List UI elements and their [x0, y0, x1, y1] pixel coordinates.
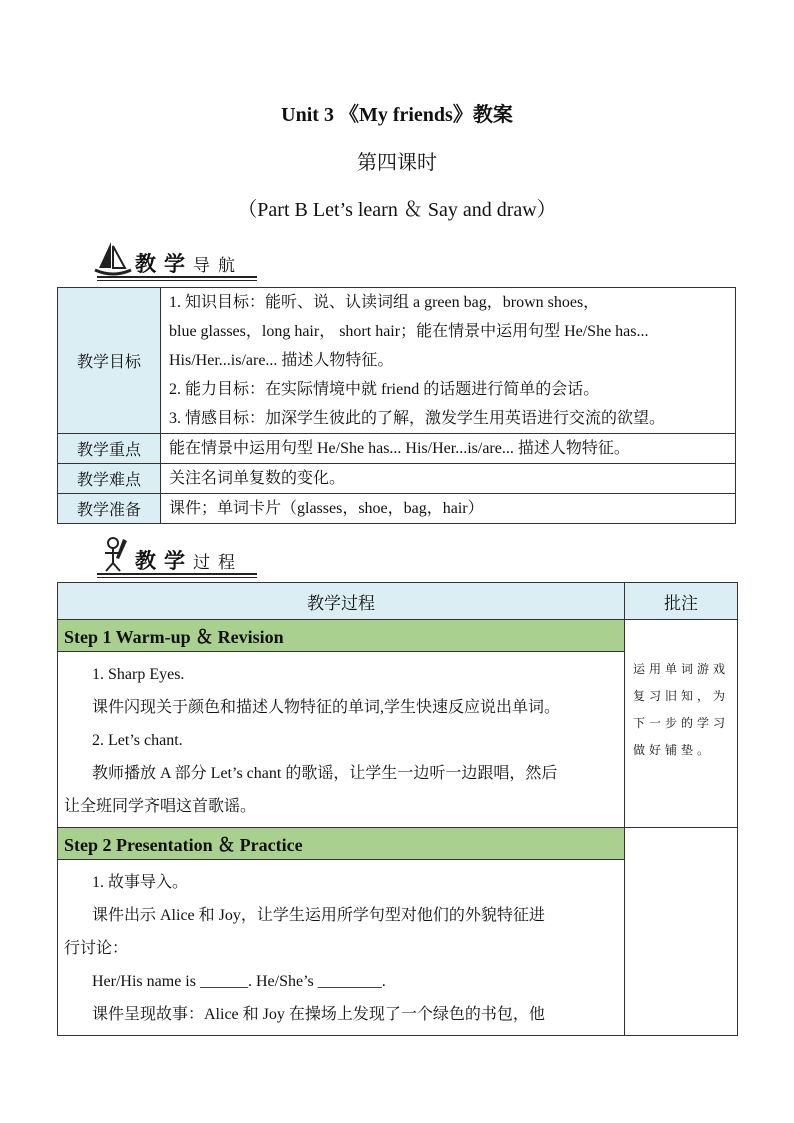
step1-line: 让全班同学齐唱这首歌谣。 [64, 798, 257, 815]
row-head-preparation: 教学准备 [58, 494, 161, 524]
preparation-content: 课件；单词卡片（glasses，shoe，bag，hair） [161, 494, 736, 524]
row-head-key-points: 教学重点 [58, 434, 161, 464]
goals-row-objectives [58, 288, 736, 434]
difficulties-content: 关注名词单复数的变化。 [161, 464, 736, 494]
banner-label-b: 导航 [193, 256, 243, 276]
banner-label [135, 545, 243, 575]
objective-line: 3. 情感目标：加深学生彼此的了解，激发学生用英语进行交流的欲望。 [169, 410, 666, 427]
banner-underline [97, 276, 257, 278]
step2-line: 行讨论： [64, 940, 129, 957]
document-title: Unit 3 《My friends》教案 [281, 104, 513, 126]
objective-line: His/Her...is/are... 描述人物特征。 [169, 352, 394, 369]
teaching-nav-banner [93, 238, 263, 282]
objective-line: 1. 知识目标：能听、说、认读词组 a green bag，brown shoes， [169, 294, 600, 311]
step1-title-row [58, 620, 738, 652]
step1-note: 运用单词游戏复习旧知，为下一步的学习做好铺垫。 [625, 620, 738, 828]
objective-line: blue glasses，long hair， short hair；能在情景中运用句型 He/She has... [169, 323, 649, 340]
banner-label-a: 教学 [135, 549, 193, 573]
step1-line: 2. Let’s chant. [92, 732, 183, 749]
step1-line: 课件闪现关于颜色和描述人物特征的单词,学生快速反应说出单词。 [92, 699, 561, 716]
step2-title: Step 2 Presentation ＆ Practice [58, 828, 625, 860]
step2-note [625, 828, 738, 1036]
col-header-notes: 批注 [625, 583, 738, 620]
sailboat-icon [93, 238, 133, 278]
row-head-objectives: 教学目标 [58, 288, 161, 434]
objective-line: 2. 能力目标：在实际情境中就 friend 的话题进行简单的会话。 [169, 381, 600, 398]
teaching-process-banner [93, 535, 263, 579]
step1-title: Step 1 Warm-up ＆ Revision [58, 620, 625, 652]
objectives-content [161, 288, 736, 434]
banner-label-b: 过程 [193, 553, 243, 573]
row-head-difficulties: 教学难点 [58, 464, 161, 494]
process-table [57, 582, 738, 1036]
banner-label [135, 248, 243, 278]
key-points-content: 能在情景中运用句型 He/She has... His/Her...is/are... 描述人物特征。 [161, 434, 736, 464]
step2-body [58, 860, 625, 1036]
goals-row-difficulties [58, 464, 736, 494]
step2-line: 1. 故事导入。 [92, 874, 189, 891]
step2-title-row [58, 828, 738, 860]
step2-line: 课件出示 Alice 和 Joy，让学生运用所学句型对他们的外貌特征进 [92, 907, 545, 924]
col-header-process: 教学过程 [58, 583, 625, 620]
step1-line: 1. Sharp Eyes. [92, 666, 185, 683]
step1-line: 教师播放 A 部分 Let’s chant 的歌谣，让学生一边听一边跟唱，然后 [92, 765, 558, 782]
step2-line: 课件呈现故事：Alice 和 Joy 在操场上发现了一个绿色的书包，他 [92, 1006, 545, 1023]
goals-row-preparation [58, 494, 736, 524]
banner-underline [97, 573, 257, 575]
banner-label-a: 教学 [135, 252, 193, 276]
banner-underline-thin [97, 280, 257, 281]
goals-table [57, 287, 736, 524]
lesson-number: 第四课时 [357, 152, 437, 174]
lesson-part: （Part B Let’s learn ＆ Say and draw） [237, 199, 557, 221]
banner-underline-thin [97, 577, 257, 578]
goals-row-key-points [58, 434, 736, 464]
step2-line: Her/His name is ______. He/She’s ________. [92, 973, 386, 990]
process-header-row [58, 583, 738, 620]
step1-body [58, 652, 625, 828]
pencil-person-icon [93, 535, 133, 575]
